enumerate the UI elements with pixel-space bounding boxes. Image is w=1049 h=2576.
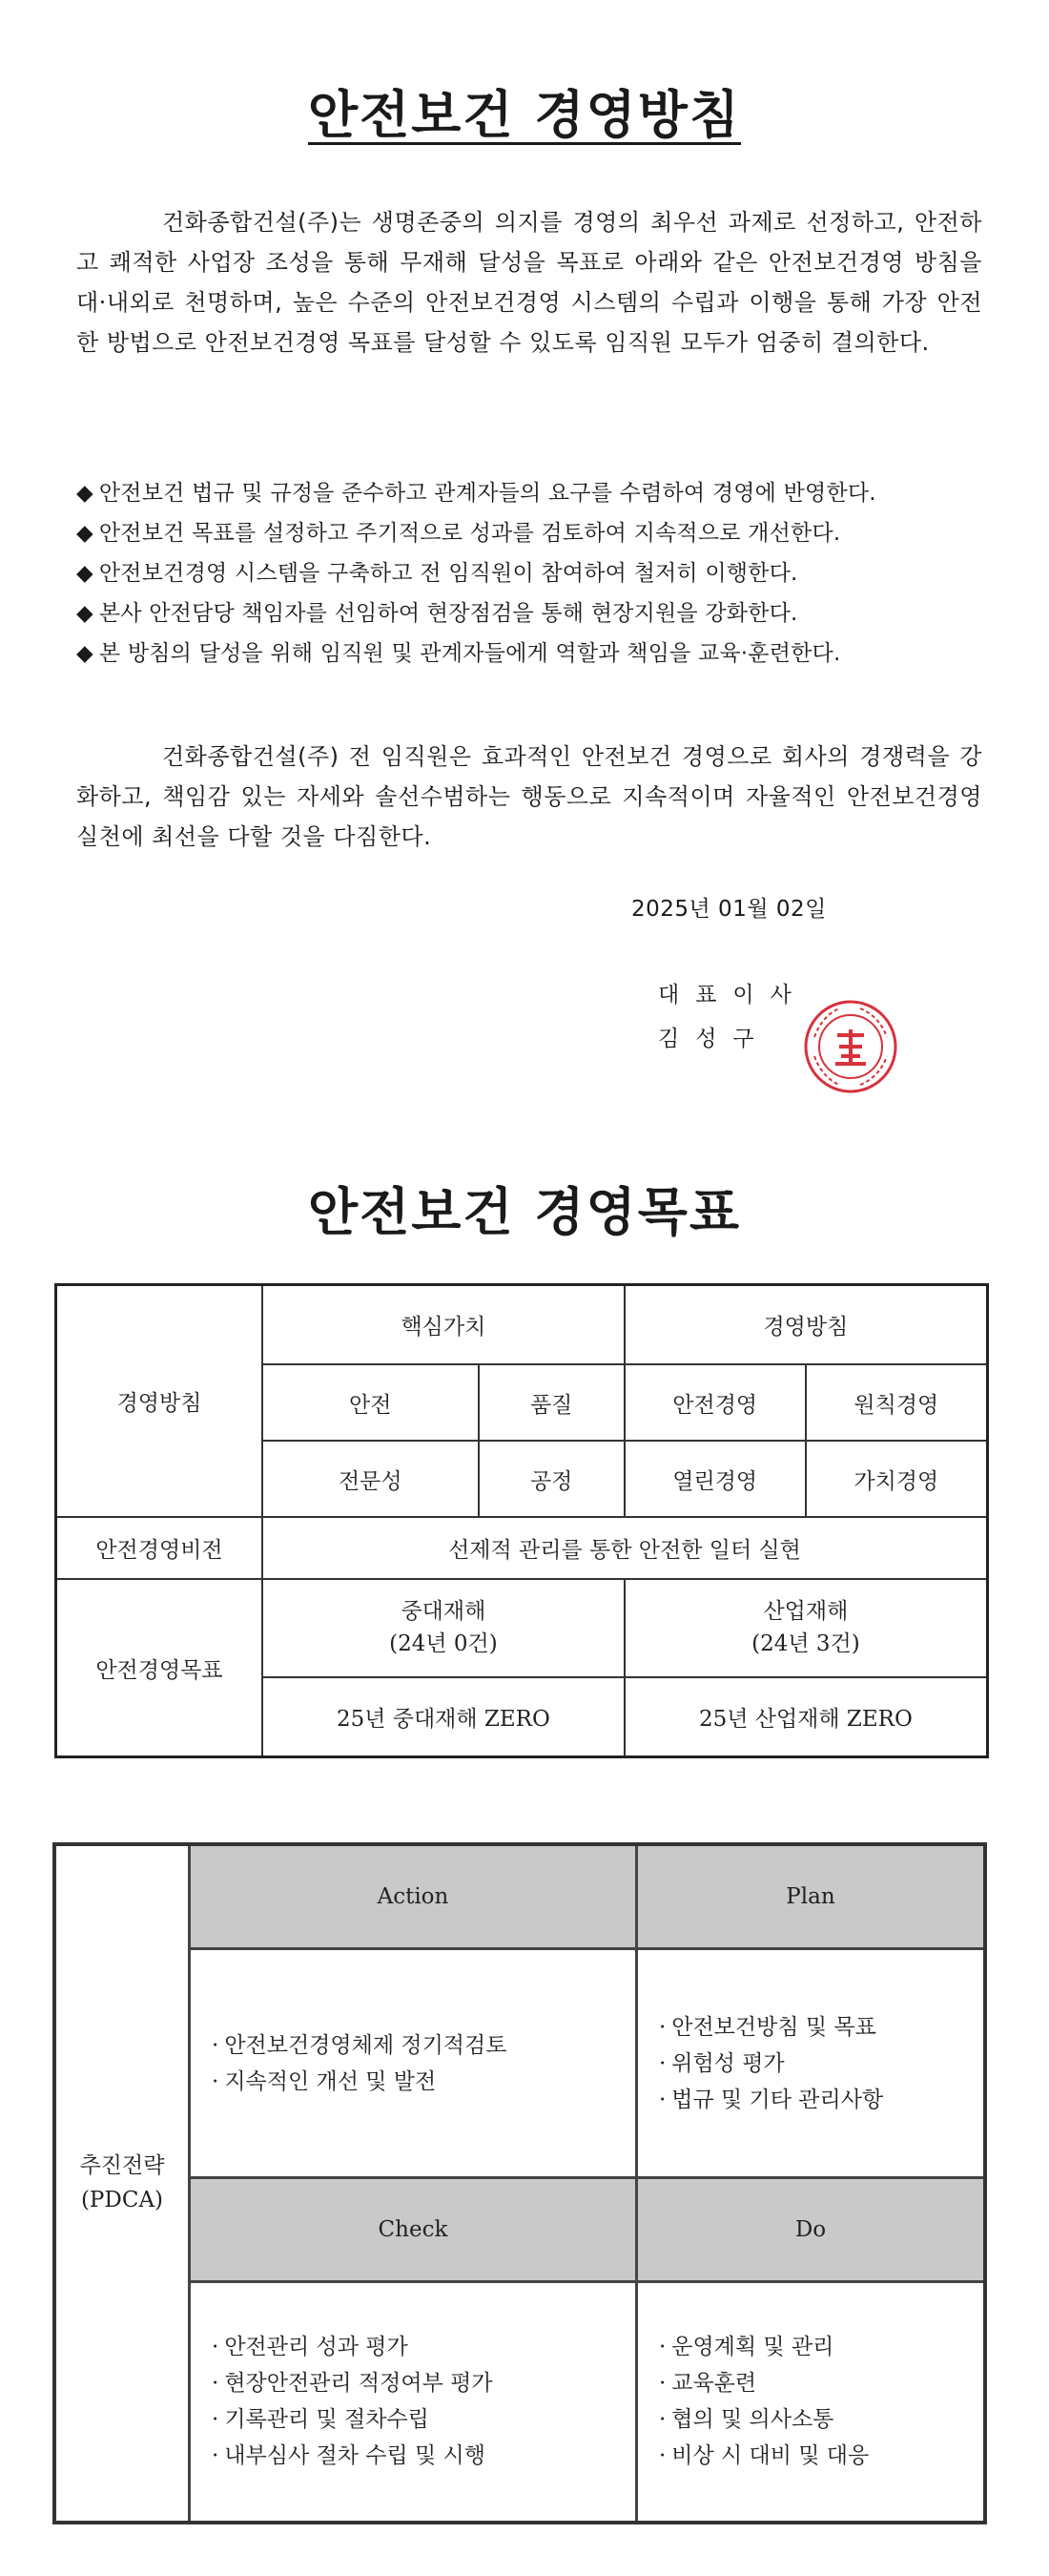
company-seal-stamp: [801, 997, 900, 1096]
pdca-item-text: 안전보건경영체제 정기적검토: [224, 2032, 507, 2058]
pdca-header-check: Check: [190, 2178, 637, 2282]
management-policy-cell: 가치경영: [806, 1441, 988, 1517]
bullet-dot-icon: ·: [658, 2050, 667, 2076]
policy-bullet-text: 안전보건 법규 및 규정을 준수하고 관계자들의 요구를 수렴하여 경영에 반영한다.: [98, 481, 876, 506]
policy-intro-paragraph: 건화종합건설(주)는 생명존중의 의지를 경영의 최우선 과제로 선정하고, 안전하고 쾌적한 사업장 조성을 통해 무재해 달성을 목표로 아래와 같은 안전보건경영 방침을 대·내외로 천명하며, 높은 수준의 안전보건경영 시스템의 수립과 이행을 통해 가장 안전한 방법으로 안전보건경영 목표를 달성할 수 있도록 임직원 모두가 엄중히 결의한다.: [76, 209, 982, 356]
bullet-dot-icon: ·: [212, 2068, 219, 2094]
pdca-label-line2: (PDCA): [80, 2188, 164, 2213]
bullet-dot-icon: ·: [212, 2335, 219, 2360]
policy-title: [0, 74, 1049, 148]
pdca-item-text: 내부심사 절차 수립 및 시행: [224, 2443, 485, 2469]
policy-bullet-text: 본 방침의 달성을 위해 임직원 및 관계자들에게 역할과 책임을 교육·훈련한다.: [98, 641, 841, 666]
bullet-dot-icon: ·: [658, 2443, 667, 2469]
diamond-bullet-icon: ◆: [76, 601, 93, 626]
pdca-plan-list: [638, 2009, 983, 2118]
pdca-item-text: 협의 및 의사소통: [671, 2407, 834, 2433]
pdca-strategy-table: [52, 1842, 987, 2524]
pdca-check-cell: [190, 2282, 637, 2523]
pdca-list-item: [659, 2082, 983, 2118]
management-policy-header: 경영방침: [625, 1285, 988, 1365]
serious-accident-label: 중대재해: [401, 1599, 486, 1625]
pdca-row-label: [54, 1844, 190, 2523]
pdca-action-list: [191, 2027, 635, 2100]
pdca-item-text: 현장안전관리 적정여부 평가: [224, 2371, 493, 2397]
pdca-list-item: [212, 2401, 635, 2438]
bullet-dot-icon: ·: [658, 2014, 667, 2040]
row-label-management-policy: 경영방침: [56, 1285, 263, 1517]
pdca-list-item: [212, 2329, 635, 2365]
policy-bullet-item: [76, 553, 1020, 593]
industrial-accident-target: 25년 산업재해 ZERO: [625, 1677, 988, 1757]
pdca-item-text: 안전관리 성과 평가: [224, 2335, 408, 2360]
serious-accident-count: (24년 0건): [389, 1631, 498, 1657]
pdca-item-text: 비상 시 대비 및 대응: [671, 2443, 870, 2469]
row-label-safety-targets: 안전경영목표: [56, 1579, 263, 1756]
industrial-accident-label: 산업재해: [763, 1599, 849, 1625]
core-value-cell: 품질: [479, 1364, 625, 1441]
pdca-list-item: [659, 2365, 983, 2401]
pdca-list-item: [659, 2438, 983, 2474]
diamond-bullet-icon: ◆: [76, 481, 93, 506]
pdca-action-cell: [190, 1949, 637, 2178]
management-policy-cell: 열린경영: [625, 1441, 806, 1517]
pdca-header-do: Do: [636, 2178, 985, 2282]
policy-bullet-text: 안전보건 목표를 설정하고 주기적으로 성과를 검토하여 지속적으로 개선한다.: [98, 521, 841, 546]
pdca-list-item: [212, 2027, 635, 2064]
pdca-list-item: [659, 2009, 983, 2046]
pdca-list-item: [212, 2365, 635, 2401]
pdca-header-plan: Plan: [636, 1844, 985, 1949]
core-value-cell: 안전: [262, 1364, 479, 1441]
core-value-cell: 공정: [479, 1441, 625, 1517]
diamond-bullet-icon: ◆: [76, 521, 93, 546]
policy-bullet-text: 본사 안전담당 책임자를 선임하여 현장점검을 통해 현장지원을 강화한다.: [98, 601, 798, 626]
pdca-list-item: [659, 2329, 983, 2365]
pdca-item-text: 운영계획 및 관리: [671, 2335, 834, 2360]
bullet-dot-icon: ·: [658, 2335, 667, 2360]
pdca-item-text: 교육훈련: [671, 2371, 757, 2397]
pdca-header-action: Action: [190, 1844, 637, 1949]
policy-bullet-text: 안전보건경영 시스템을 구축하고 전 임직원이 참여하여 철저히 이행한다.: [98, 561, 798, 586]
pdca-item-text: 법규 및 기타 관리사항: [671, 2087, 884, 2112]
management-policy-cell: 안전경영: [625, 1364, 806, 1441]
bullet-dot-icon: ·: [212, 2032, 219, 2058]
pdca-do-cell: [636, 2282, 985, 2523]
bullet-dot-icon: ·: [658, 2087, 667, 2112]
policy-closing-paragraph: 건화종합건설(주) 전 임직원은 효과적인 안전보건 경영으로 회사의 경쟁력을 강화하고, 책임감 있는 자세와 솔선수범하는 행동으로 지속적이며 자율적인 안전보건경영 실천에 최선을 다할 것을 다짐한다.: [76, 743, 982, 850]
bullet-dot-icon: ·: [658, 2371, 667, 2397]
pdca-do-list: [638, 2329, 983, 2474]
pdca-check-list: [191, 2329, 635, 2474]
diamond-bullet-icon: ◆: [76, 641, 93, 666]
row-label-safety-vision: 안전경영비전: [56, 1517, 263, 1579]
industrial-accident-count: (24년 3건): [751, 1631, 860, 1657]
core-values-header: 핵심가치: [262, 1285, 625, 1365]
pdca-item-text: 안전보건방침 및 목표: [671, 2014, 876, 2040]
diamond-bullet-icon: ◆: [76, 561, 93, 586]
pdca-list-item: [659, 2401, 983, 2438]
policy-bullet-list: [76, 473, 1020, 674]
pdca-item-text: 위험성 평가: [671, 2050, 785, 2076]
policy-bullet-item: [76, 513, 1020, 553]
pdca-item-text: 지속적인 개선 및 발전: [224, 2068, 437, 2094]
serious-accident-header: [262, 1579, 625, 1676]
goals-table: [54, 1283, 989, 1758]
pdca-list-item: [212, 2438, 635, 2474]
management-policy-cell: 원칙경영: [806, 1364, 988, 1441]
bullet-dot-icon: ·: [212, 2371, 219, 2397]
bullet-dot-icon: ·: [658, 2407, 667, 2433]
policy-bullet-item: [76, 473, 1020, 513]
pdca-plan-cell: [636, 1949, 985, 2178]
signer-title: 대표이사: [658, 983, 808, 1008]
serious-accident-target: 25년 중대재해 ZERO: [262, 1677, 625, 1757]
signer-name: 김성구: [658, 1027, 771, 1051]
bullet-dot-icon: ·: [212, 2407, 219, 2433]
policy-bullet-item: [76, 593, 1020, 634]
policy-title-text: 안전보건 경영방침: [307, 85, 742, 145]
policy-bullet-item: [76, 634, 1020, 674]
pdca-label-line1: 추진전략: [79, 2153, 165, 2179]
goals-title: 안전보건 경영목표: [307, 1182, 742, 1242]
safety-vision-text: 선제적 관리를 통한 안전한 일터 실현: [262, 1517, 988, 1579]
pdca-list-item: [659, 2046, 983, 2082]
policy-date: 2025년 01월 02일: [631, 897, 827, 922]
industrial-accident-header: [625, 1579, 988, 1676]
pdca-item-text: 기록관리 및 절차수립: [224, 2407, 429, 2433]
bullet-dot-icon: ·: [212, 2443, 219, 2469]
core-value-cell: 전문성: [262, 1441, 479, 1517]
pdca-list-item: [212, 2064, 635, 2100]
